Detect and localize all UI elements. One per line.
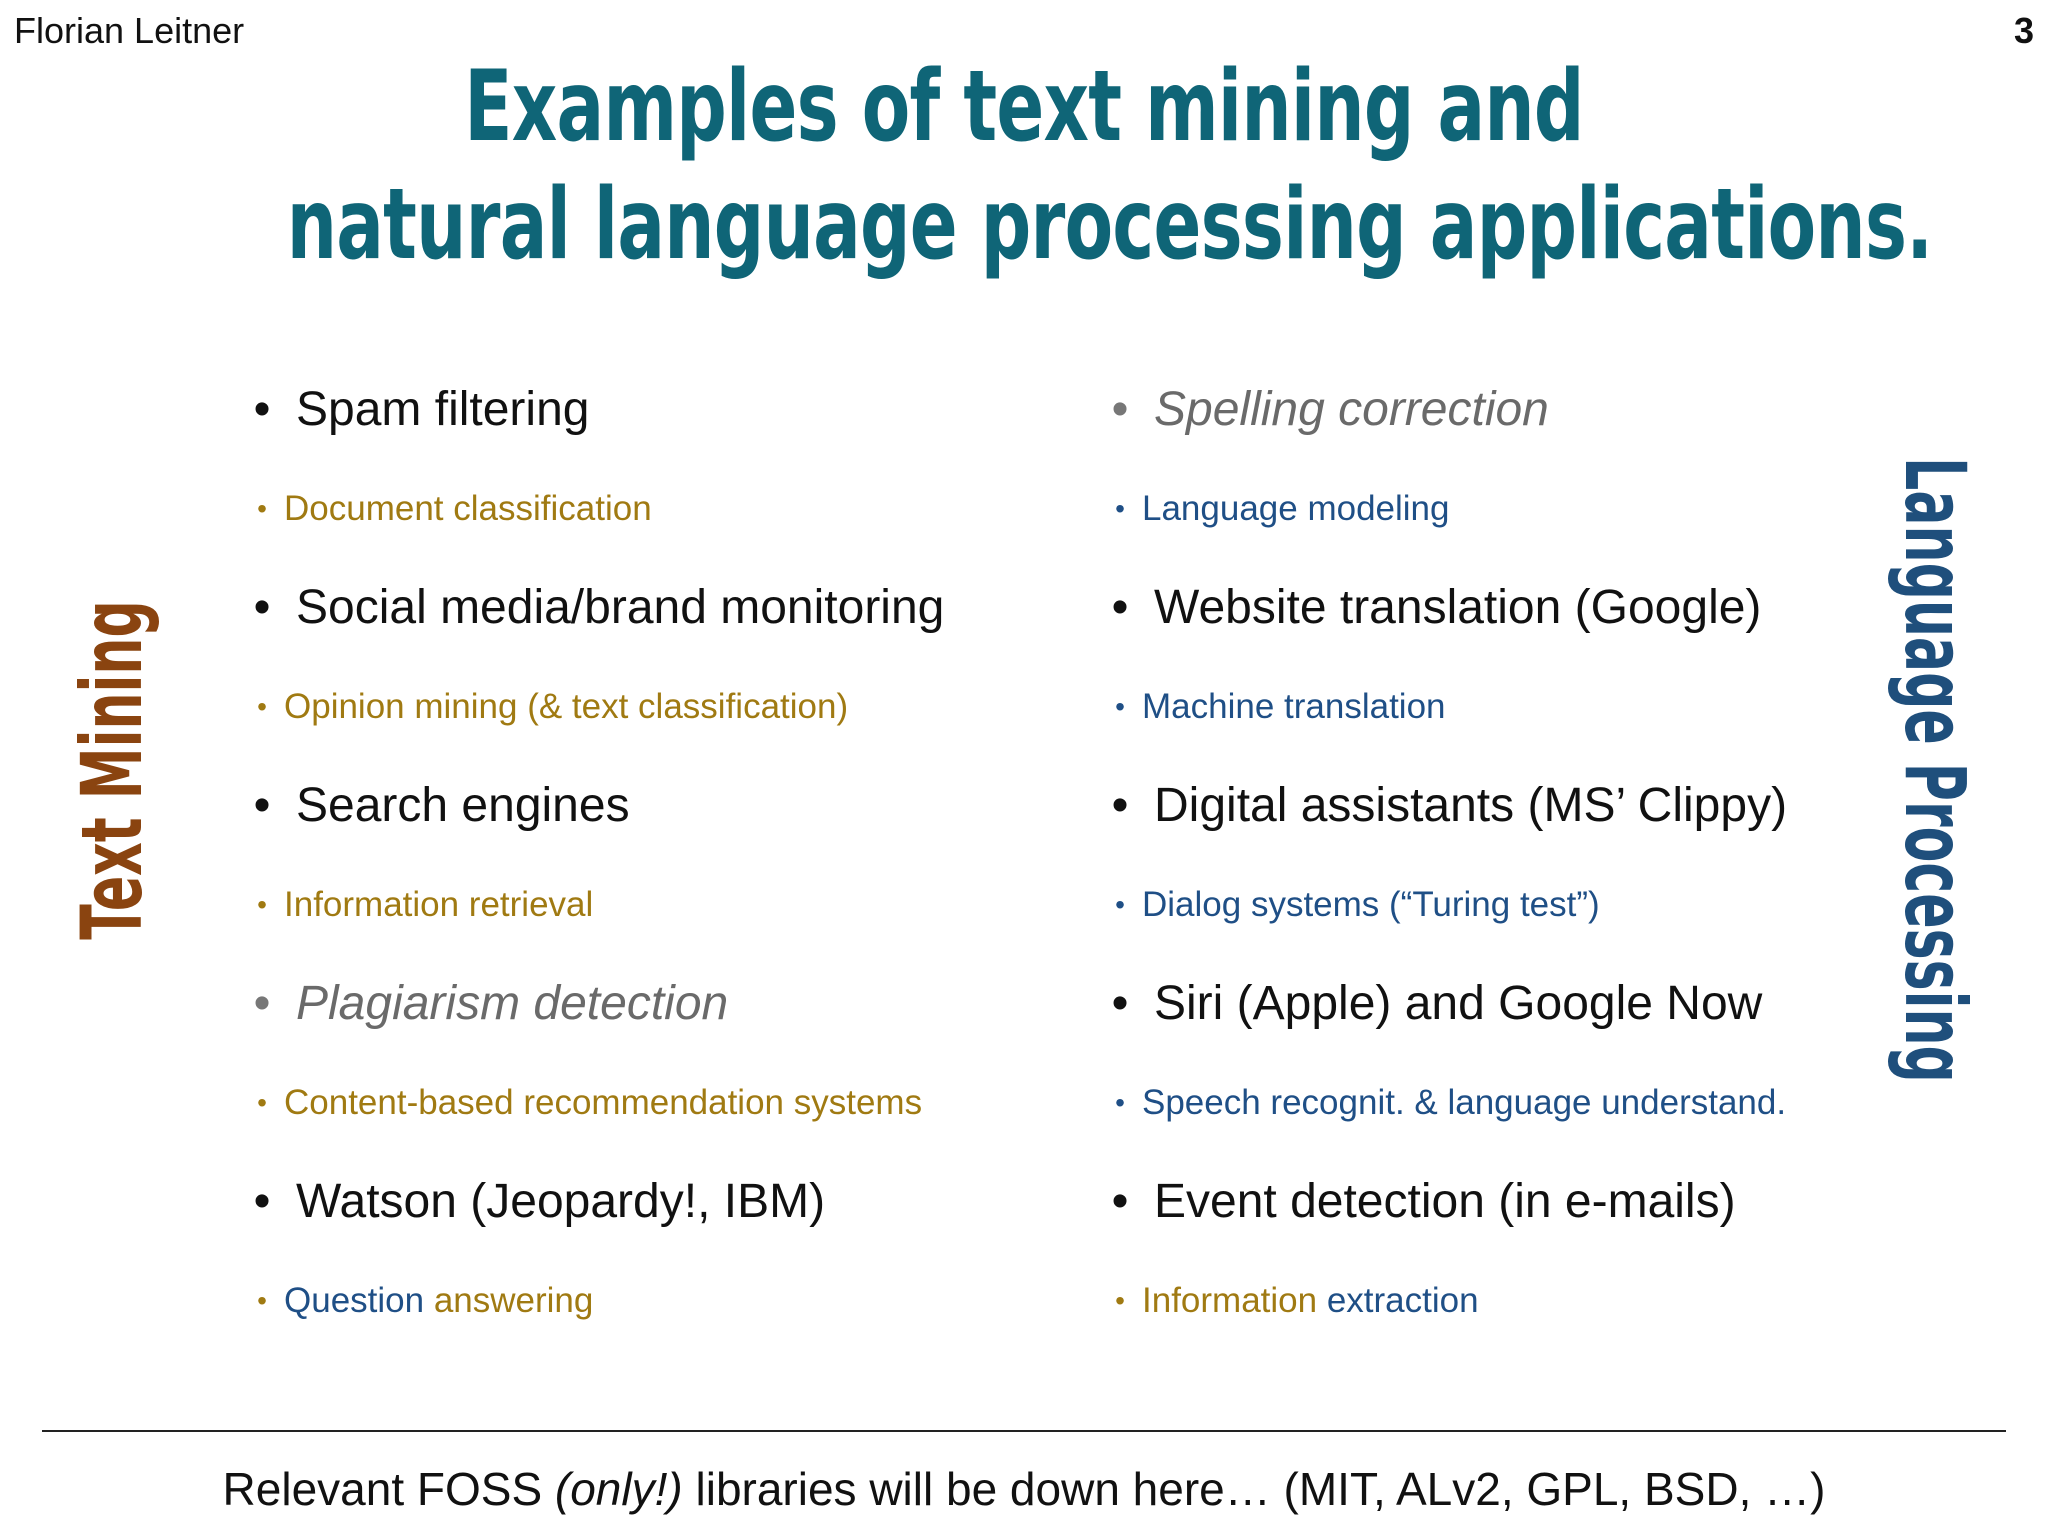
bullet-icon: • xyxy=(1115,492,1125,524)
list-item-text: Digital assistants (MS’ Clippy) xyxy=(1154,779,1788,832)
bullet-icon: • xyxy=(253,977,271,1030)
footer-emphasis: (only!) xyxy=(554,1463,683,1515)
list-subitem xyxy=(1108,657,1787,756)
bullet-icon: • xyxy=(1115,1284,1125,1316)
footer-divider xyxy=(42,1430,2006,1432)
author-name: Florian Leitner xyxy=(14,10,245,51)
title-line-2: natural language processing applications. xyxy=(286,168,1933,282)
list-subitem xyxy=(1108,1251,1787,1350)
slide-title xyxy=(286,48,1933,284)
language-processing-label-text: Language Processing xyxy=(1886,457,1984,1083)
list-item-text: Spam filtering xyxy=(296,383,590,436)
language-processing-label xyxy=(1886,265,1984,1274)
list-item-text: Watson (Jeopardy!, IBM) xyxy=(296,1175,826,1228)
list-item-text: Plagiarism detection xyxy=(296,977,729,1030)
footer-note xyxy=(0,1462,2048,1516)
footer-text-after: libraries will be down here… (MIT, ALv2, GPL, BSD, …) xyxy=(682,1463,1826,1515)
bullet-icon: • xyxy=(1111,581,1129,634)
subitem-text-part: answering xyxy=(424,1280,594,1320)
list-item-text: Social media/brand monitoring xyxy=(296,581,945,634)
right-column xyxy=(1108,360,1787,1350)
list-subitem xyxy=(1108,1053,1787,1152)
subitem-text-part: Question xyxy=(284,1280,425,1320)
page-number: 3 xyxy=(2013,10,2034,51)
list-subitem xyxy=(250,1053,944,1152)
list-item-text: Spelling correction xyxy=(1154,383,1549,436)
list-subitem xyxy=(250,855,944,954)
list-subitem xyxy=(250,1251,944,1350)
subitem-text-part: Information xyxy=(1142,1280,1318,1320)
bullet-icon: • xyxy=(253,1175,271,1228)
bullet-icon: • xyxy=(257,690,267,722)
list-subitem-text: Document classification xyxy=(284,488,652,528)
list-subitem-text: Language modeling xyxy=(1142,488,1450,528)
bullet-icon: • xyxy=(253,779,271,832)
bullet-icon: • xyxy=(257,1086,267,1118)
bullet-icon: • xyxy=(257,1284,267,1316)
list-subitem xyxy=(250,657,944,756)
bullet-icon: • xyxy=(1115,888,1125,920)
list-item xyxy=(1108,954,1787,1053)
list-subitem-text: Content-based recommendation systems xyxy=(284,1082,923,1122)
bullet-icon: • xyxy=(1111,1175,1129,1228)
text-mining-label-text: Text Mining xyxy=(63,600,161,940)
list-subitem-text xyxy=(1142,1281,1479,1321)
list-subitem xyxy=(1108,459,1787,558)
list-item-text: Siri (Apple) and Google Now xyxy=(1154,977,1763,1030)
list-item-text: Search engines xyxy=(296,779,630,832)
list-item xyxy=(250,360,944,459)
list-subitem-text: Speech recognit. & language understand. xyxy=(1142,1082,1787,1122)
subitem-text-part: extraction xyxy=(1317,1280,1479,1320)
bullet-icon: • xyxy=(257,888,267,920)
text-mining-label xyxy=(63,496,161,1044)
list-subitem-text xyxy=(284,1281,593,1321)
bullet-icon: • xyxy=(1115,1086,1125,1118)
left-column xyxy=(250,360,944,1350)
list-item-text: Event detection (in e-mails) xyxy=(1154,1175,1736,1228)
list-subitem-text: Information retrieval xyxy=(284,884,594,924)
list-item xyxy=(1108,756,1787,855)
title-line-1: Examples of text mining and xyxy=(464,50,1584,164)
bullet-icon: • xyxy=(1111,977,1129,1030)
list-item xyxy=(250,1152,944,1251)
list-subitem-text: Opinion mining (& text classification) xyxy=(284,686,849,726)
list-subitem xyxy=(250,459,944,558)
list-item xyxy=(250,756,944,855)
bullet-icon: • xyxy=(1111,383,1129,436)
bullet-icon: • xyxy=(253,581,271,634)
list-item xyxy=(250,558,944,657)
list-item xyxy=(1108,1152,1787,1251)
list-subitem-text: Machine translation xyxy=(1142,686,1446,726)
bullet-icon: • xyxy=(257,492,267,524)
footer-text-before: Relevant FOSS xyxy=(222,1463,555,1515)
list-item xyxy=(1108,360,1787,459)
list-item xyxy=(1108,558,1787,657)
list-subitem-text: Dialog systems (“Turing test”) xyxy=(1142,884,1600,924)
list-item-text: Website translation (Google) xyxy=(1154,581,1762,634)
list-subitem xyxy=(1108,855,1787,954)
bullet-icon: • xyxy=(1111,779,1129,832)
bullet-icon: • xyxy=(1115,690,1125,722)
list-item xyxy=(250,954,944,1053)
bullet-icon: • xyxy=(253,383,271,436)
